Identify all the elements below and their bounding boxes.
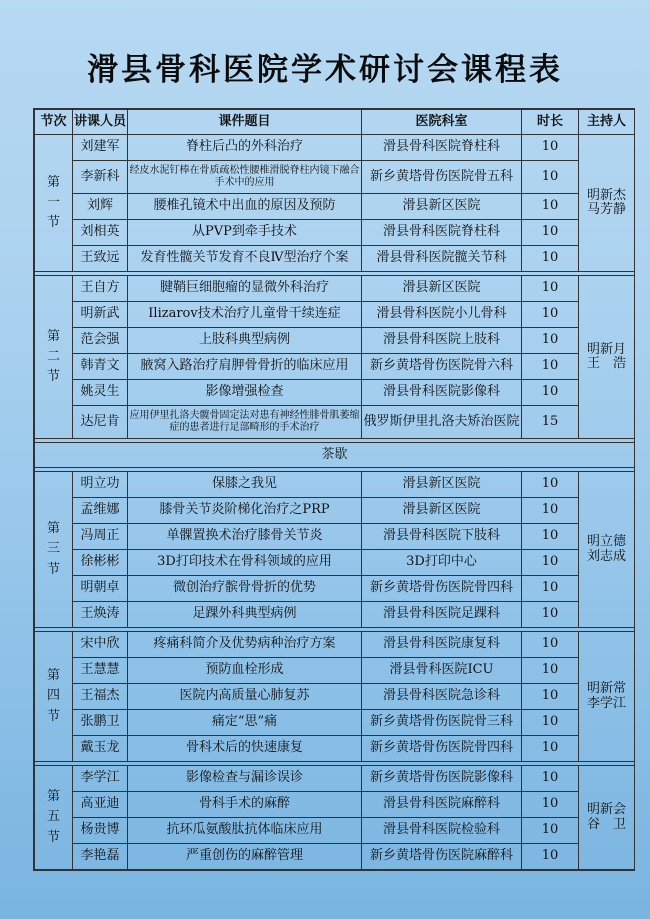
- table-row: [35, 276, 635, 302]
- topic-cell: 膝骨关节炎阶梯化治疗之PRP: [128, 498, 362, 524]
- section-label: 第三节: [46, 521, 60, 577]
- speaker-cell: 冯周正: [73, 524, 128, 550]
- topic-cell: 单髁置换术治疗膝骨关节炎: [128, 524, 362, 550]
- section-label: 第二节: [46, 328, 60, 385]
- topic-cell: 腱鞘巨细胞瘤的显微外科治疗: [128, 276, 362, 302]
- duration-cell: 10: [522, 220, 579, 246]
- section-label: 第五节: [46, 789, 60, 845]
- department-cell: 新乡黄塔骨伤医院麻醉科: [362, 844, 522, 870]
- section-label-cell: [35, 135, 73, 272]
- topic-cell: 上肢科典型病例: [128, 328, 362, 354]
- table-row: [35, 328, 635, 354]
- department-cell: 滑县骨科医院下肢科: [362, 524, 522, 550]
- table-row: [35, 135, 635, 161]
- table-row: [35, 792, 635, 818]
- topic-cell: 影像增强检查: [128, 380, 362, 406]
- topic-cell: 疼痛科简介及优势病种治疗方案: [128, 632, 362, 658]
- topic-cell: 3D打印技术在骨科领域的应用: [128, 550, 362, 576]
- topic-cell: 应用伊里扎洛夫髋骨固定法对患有神经性腓骨肌萎缩症的患者进行足部畸形的手术治疗: [128, 406, 362, 439]
- duration-cell: 10: [522, 194, 579, 220]
- speaker-cell: 李艳磊: [73, 844, 128, 870]
- host-name: 马芳静: [586, 202, 626, 217]
- department-cell: 滑县新区医院: [362, 194, 522, 220]
- host-name: 刘志成: [586, 548, 626, 564]
- host-name: 明新月: [586, 341, 626, 357]
- duration-cell: 10: [522, 658, 579, 684]
- department-cell: 新乡黄塔骨伤医院骨五科: [362, 161, 522, 194]
- speaker-cell: 王自方: [73, 276, 128, 302]
- department-cell: 滑县骨科医院上肢科: [362, 328, 522, 354]
- section-label: 第一节: [46, 174, 60, 231]
- table-header-row: [35, 110, 635, 135]
- department-cell: 滑县骨科医院足踝科: [362, 602, 522, 628]
- department-cell: 滑县骨科医院ICU: [362, 658, 522, 684]
- speaker-cell: 李新科: [73, 161, 128, 194]
- department-cell: 滑县骨科医院急诊科: [362, 684, 522, 710]
- topic-cell: 预防血栓形成: [128, 658, 362, 684]
- topic-cell: 抗环瓜氨酸肽抗体临床应用: [128, 818, 362, 844]
- section-label-cell: [35, 472, 73, 628]
- speaker-cell: 王慧慧: [73, 658, 128, 684]
- department-cell: 新乡黄塔骨伤医院骨六科: [362, 354, 522, 380]
- duration-cell: 10: [522, 818, 579, 844]
- table-row: [35, 161, 635, 194]
- topic-cell: 微创治疗髌骨骨折的优势: [128, 576, 362, 602]
- topic-cell: 严重创伤的麻醉管理: [128, 844, 362, 870]
- department-cell: 新乡黄塔骨伤医院骨四科: [362, 576, 522, 602]
- duration-cell: 10: [522, 550, 579, 576]
- topic-cell: 腰椎孔镜术中出血的原因及预防: [128, 194, 362, 220]
- department-cell: 新乡黄塔骨伤医院影像科: [362, 766, 522, 792]
- table-row: [35, 472, 635, 498]
- department-cell: 滑县骨科医院影像科: [362, 380, 522, 406]
- host-cell: [579, 276, 635, 439]
- duration-cell: 10: [522, 576, 579, 602]
- table-body: [35, 135, 635, 870]
- duration-cell: 10: [522, 684, 579, 710]
- speaker-cell: 刘相英: [73, 220, 128, 246]
- department-cell: 3D打印中心: [362, 550, 522, 576]
- duration-cell: 10: [522, 710, 579, 736]
- department-cell: 滑县骨科医院检验科: [362, 818, 522, 844]
- host-name: 明立德: [586, 534, 626, 550]
- table-row: [35, 658, 635, 684]
- speaker-cell: 王福杰: [73, 684, 128, 710]
- duration-cell: 10: [522, 380, 579, 406]
- department-cell: 滑县新区医院: [362, 498, 522, 524]
- speaker-cell: 明朝卓: [73, 576, 128, 602]
- topic-cell: 痛定“思”痛: [128, 710, 362, 736]
- topic-cell: 发育性髋关节发育不良Ⅳ型治疗个案: [128, 246, 362, 272]
- topic-cell: 腋窝入路治疗肩胛骨骨折的临床应用: [128, 354, 362, 380]
- speaker-cell: 王焕涛: [73, 602, 128, 628]
- topic-cell: 从PVP到牵手技术: [128, 220, 362, 246]
- table-row: [35, 246, 635, 272]
- duration-cell: 10: [522, 602, 579, 628]
- department-cell: 滑县骨科医院康复科: [362, 632, 522, 658]
- speaker-cell: 韩青文: [73, 354, 128, 380]
- table-row: [35, 354, 635, 380]
- table-row: [35, 576, 635, 602]
- department-cell: 滑县骨科医院麻醉科: [362, 792, 522, 818]
- speaker-cell: 张鹏卫: [73, 710, 128, 736]
- duration-cell: 10: [522, 792, 579, 818]
- table-row: [35, 844, 635, 870]
- duration-cell: 10: [522, 354, 579, 380]
- table-row: [35, 710, 635, 736]
- duration-cell: 10: [522, 736, 579, 762]
- topic-cell: Ilizarov技术治疗儿童骨干续连症: [128, 302, 362, 328]
- header-section: 节次: [35, 110, 73, 135]
- speaker-cell: 范会强: [73, 328, 128, 354]
- table-row: [35, 498, 635, 524]
- topic-cell: 脊柱后凸的外科治疗: [128, 135, 362, 161]
- host-name: 李学江: [586, 695, 626, 711]
- tea-break-label: 茶歇: [35, 443, 635, 468]
- topic-cell: 足踝外科典型病例: [128, 602, 362, 628]
- department-cell: 俄罗斯伊里扎洛夫矫治医院: [362, 406, 522, 439]
- duration-cell: 10: [522, 135, 579, 161]
- host-cell: [579, 766, 635, 870]
- table-row: [35, 684, 635, 710]
- speaker-cell: 杨贵博: [73, 818, 128, 844]
- table-row: [35, 220, 635, 246]
- duration-cell: 10: [522, 276, 579, 302]
- table-row: [35, 406, 635, 439]
- speaker-cell: 明新武: [73, 302, 128, 328]
- section-label-cell: [35, 766, 73, 870]
- speaker-cell: 高亚迪: [73, 792, 128, 818]
- duration-cell: 10: [522, 472, 579, 498]
- table-row: [35, 736, 635, 762]
- speaker-cell: 孟维娜: [73, 498, 128, 524]
- topic-cell: 骨科手术的麻醉: [128, 792, 362, 818]
- speaker-cell: 达尼肯: [73, 406, 128, 439]
- duration-cell: 10: [522, 632, 579, 658]
- table-row: [35, 302, 635, 328]
- department-cell: 滑县骨科医院小儿骨科: [362, 302, 522, 328]
- department-cell: 滑县骨科医院脊柱科: [362, 220, 522, 246]
- duration-cell: 10: [522, 524, 579, 550]
- table-row: [35, 380, 635, 406]
- table-row: [35, 602, 635, 628]
- table-row: [35, 818, 635, 844]
- speaker-cell: 李学江: [73, 766, 128, 792]
- schedule-table-frame: [33, 108, 635, 871]
- duration-cell: 15: [522, 406, 579, 439]
- table-row: [35, 550, 635, 576]
- department-cell: 新乡黄塔骨伤医院骨三科: [362, 710, 522, 736]
- section-label-cell: [35, 276, 73, 439]
- header-speaker: 讲课人员: [73, 110, 128, 135]
- duration-cell: 10: [522, 302, 579, 328]
- speaker-cell: 戴玉龙: [73, 736, 128, 762]
- speaker-cell: 姚灵生: [73, 380, 128, 406]
- speaker-cell: 刘辉: [73, 194, 128, 220]
- department-cell: 滑县骨科医院髋关节科: [362, 246, 522, 272]
- header-duration: 时长: [522, 110, 579, 135]
- table-row: [35, 632, 635, 658]
- topic-cell: 保膝之我见: [128, 472, 362, 498]
- host-name: 明新常: [586, 681, 626, 697]
- section-label-cell: [35, 632, 73, 762]
- department-cell: 新乡黄塔骨伤医院骨四科: [362, 736, 522, 762]
- host-cell: [579, 472, 635, 628]
- host-name: 明新会: [586, 802, 626, 818]
- page-title: 滑县骨科医院学术研讨会课程表: [87, 52, 563, 88]
- speaker-cell: 王致远: [73, 246, 128, 272]
- host-cell: [579, 135, 635, 272]
- topic-cell: 骨科术后的快速康复: [128, 736, 362, 762]
- duration-cell: 10: [522, 844, 579, 870]
- section-label: 第四节: [46, 668, 60, 724]
- host-name: 王 浩: [586, 356, 626, 371]
- speaker-cell: 徐彬彬: [73, 550, 128, 576]
- tea-break-row: [35, 443, 635, 468]
- host-name: 谷 卫: [586, 816, 626, 832]
- header-department: 医院科室: [362, 110, 522, 135]
- table-row: [35, 524, 635, 550]
- table-row: [35, 194, 635, 220]
- speaker-cell: 明立功: [73, 472, 128, 498]
- department-cell: 滑县骨科医院脊柱科: [362, 135, 522, 161]
- topic-cell: 医院内高质量心肺复苏: [128, 684, 362, 710]
- duration-cell: 10: [522, 766, 579, 792]
- host-cell: [579, 632, 635, 762]
- host-name: 明新杰: [586, 187, 626, 203]
- speaker-cell: 宋中欣: [73, 632, 128, 658]
- header-topic: 课件题目: [128, 110, 362, 135]
- duration-cell: 10: [522, 246, 579, 272]
- duration-cell: 10: [522, 498, 579, 524]
- department-cell: 滑县新区医院: [362, 472, 522, 498]
- topic-cell: 经皮水泥钉棒在骨质疏松性腰椎滑脱脊柱内镜下融合手术中的应用: [128, 161, 362, 194]
- schedule-table: [34, 109, 635, 870]
- table-row: [35, 766, 635, 792]
- duration-cell: 10: [522, 328, 579, 354]
- duration-cell: 10: [522, 161, 579, 194]
- speaker-cell: 刘建军: [73, 135, 128, 161]
- department-cell: 滑县新区医院: [362, 276, 522, 302]
- topic-cell: 影像检查与漏诊误诊: [128, 766, 362, 792]
- header-host: 主持人: [579, 110, 635, 135]
